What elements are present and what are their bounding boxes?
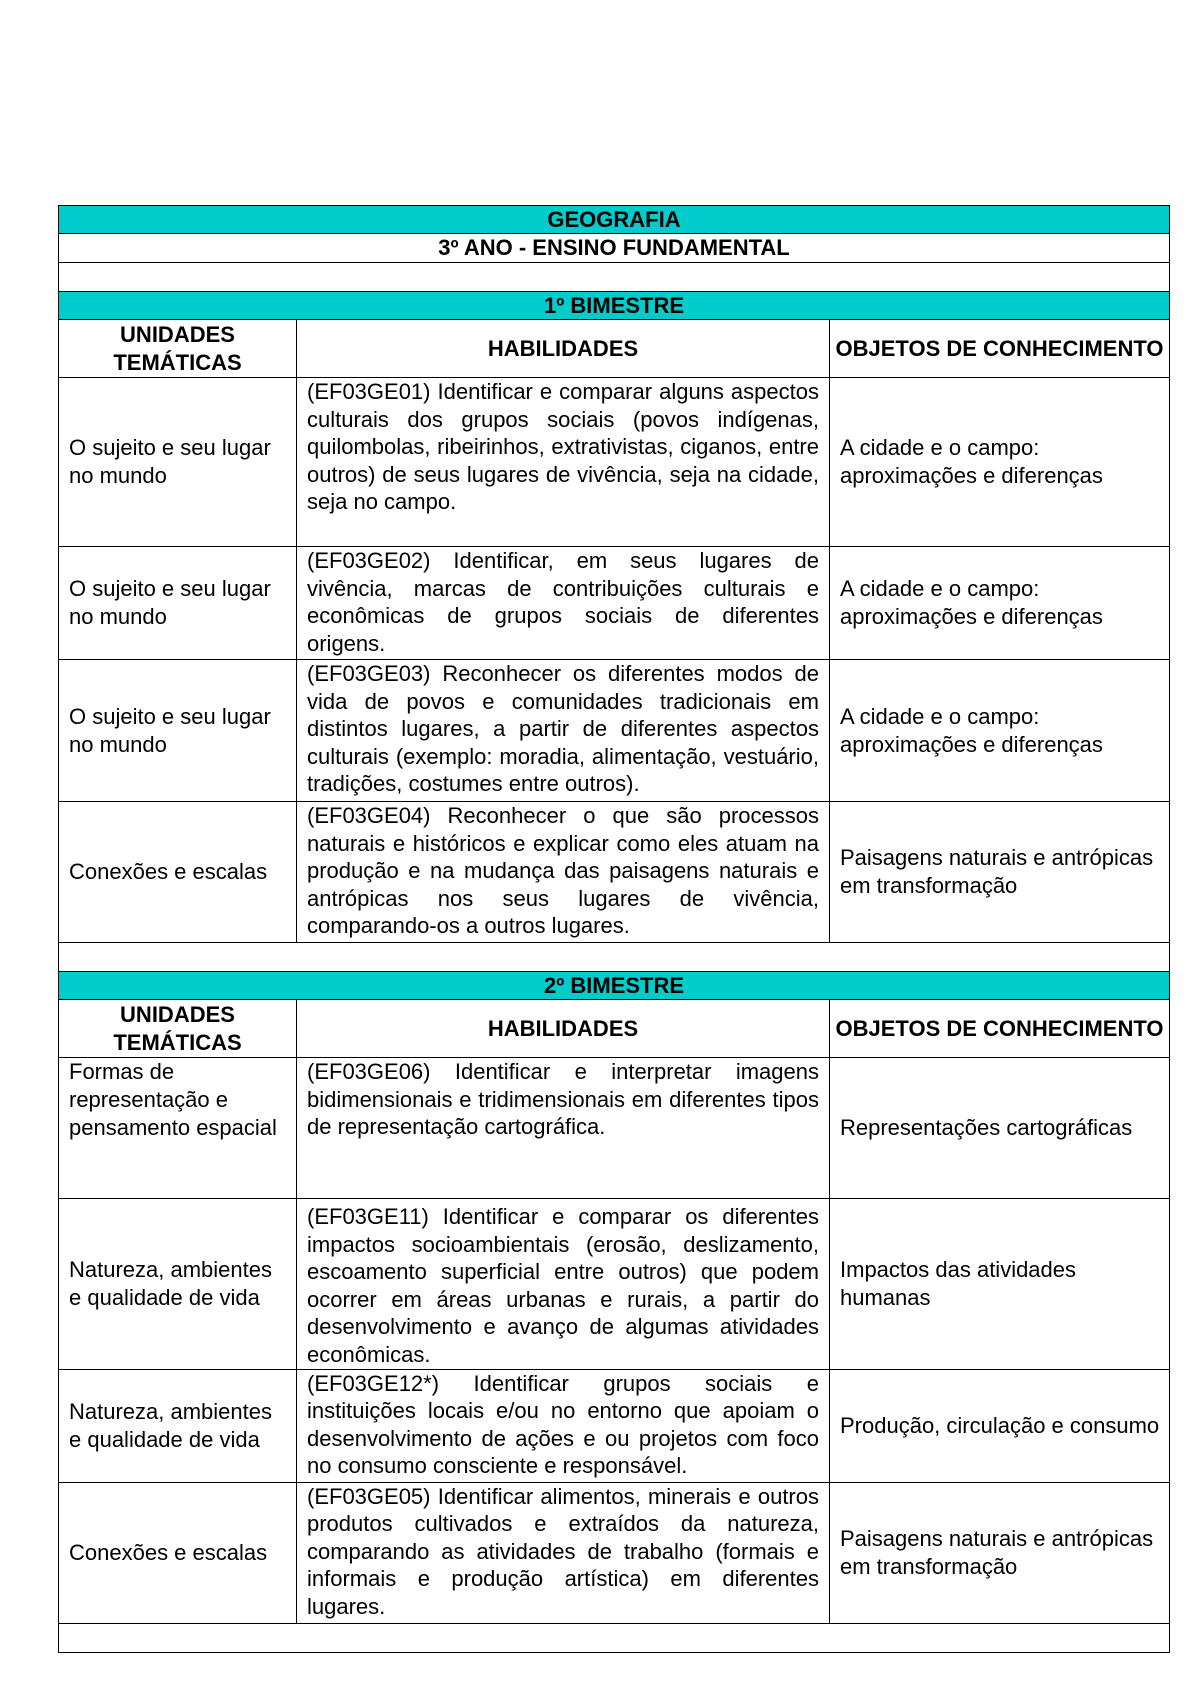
skill-cell: (EF03GE02) Identificar, em seus lugares de vivência, marcas de contribuições culturais e econômicas de grupos sociais de diferentes origens. [297, 547, 830, 660]
bimester-1-title: 1º BIMESTRE [59, 292, 1170, 320]
skill-cell: (EF03GE03) Reconhecer os diferentes modos de vida de povos e comunidades tradicionais em distintos lugares, a partir de diferentes aspectos culturais (exemplo: moradia, alimentação, vestuário, tradições, costumes entre outros). [297, 660, 830, 802]
object-cell: A cidade e o campo: aproximações e diferenças [830, 660, 1170, 802]
spacer-row [59, 943, 1170, 972]
object-cell: Impactos das atividades humanas [830, 1199, 1170, 1370]
object-cell: Paisagens naturais e antrópicas em transformação [830, 802, 1170, 943]
table-row [59, 547, 1170, 660]
table-row [59, 1369, 1170, 1482]
table-row [59, 1199, 1170, 1370]
unit-cell: O sujeito e seu lugar no mundo [59, 547, 297, 660]
unit-cell: O sujeito e seu lugar no mundo [59, 378, 297, 547]
table-row [59, 378, 1170, 547]
unit-cell: O sujeito e seu lugar no mundo [59, 660, 297, 802]
object-cell: Representações cartográficas [830, 1058, 1170, 1199]
skill-cell: (EF03GE05) Identificar alimentos, minerais e outros produtos cultivados e extraídos da natureza, comparando as atividades de trabalho (formais e informais e produção artística) em diferentes lugares. [297, 1482, 830, 1623]
column-header-units: UNIDADES TEMÁTICAS [59, 1000, 297, 1058]
spacer-row [59, 263, 1170, 292]
grade-title: 3º ANO - ENSINO FUNDAMENTAL [59, 234, 1170, 263]
column-header-skills: HABILIDADES [297, 320, 830, 378]
column-header-units: UNIDADES TEMÁTICAS [59, 320, 297, 378]
object-cell: Paisagens naturais e antrópicas em transformação [830, 1482, 1170, 1623]
object-cell: A cidade e o campo: aproximações e diferenças [830, 378, 1170, 547]
object-cell: Produção, circulação e consumo [830, 1369, 1170, 1482]
skill-cell: (EF03GE06) Identificar e interpretar imagens bidimensionais e tridimensionais em diferentes tipos de representação cartográfica. [297, 1058, 830, 1199]
unit-cell: Conexões e escalas [59, 1482, 297, 1623]
table-row [59, 802, 1170, 943]
table-row [59, 660, 1170, 802]
spacer-row [59, 1623, 1170, 1652]
skill-cell: (EF03GE11) Identificar e comparar os diferentes impactos socioambientais (erosão, deslizamento, escoamento superficial entre outros) que podem ocorrer em áreas urbanas e rurais, a partir do desenvolvimento e avanço de algumas atividades econômicas. [297, 1199, 830, 1370]
curriculum-document [58, 205, 1169, 1653]
subject-title: GEOGRAFIA [59, 206, 1170, 234]
column-header-objects: OBJETOS DE CONHECIMENTO [830, 320, 1170, 378]
table-row [59, 1482, 1170, 1623]
skill-cell: (EF03GE04) Reconhecer o que são processos naturais e históricos e explicar como eles atuam na produção e na mudança das paisagens naturais e antrópicas nos seus lugares de vivência, comparando-os a outros lugares. [297, 802, 830, 943]
unit-cell: Natureza, ambientes e qualidade de vida [59, 1369, 297, 1482]
table-row [59, 1058, 1170, 1199]
skill-cell: (EF03GE12*) Identificar grupos sociais e instituições locais e/ou no entorno que apoiam o desenvolvimento de ações e ou projetos com foco no consumo consciente e responsável. [297, 1369, 830, 1482]
unit-cell: Formas de representação e pensamento espacial [59, 1058, 297, 1199]
curriculum-table [58, 205, 1170, 1653]
bimester-2-title: 2º BIMESTRE [59, 972, 1170, 1000]
unit-cell: Natureza, ambientes e qualidade de vida [59, 1199, 297, 1370]
object-cell: A cidade e o campo: aproximações e diferenças [830, 547, 1170, 660]
column-header-skills: HABILIDADES [297, 1000, 830, 1058]
column-header-objects: OBJETOS DE CONHECIMENTO [830, 1000, 1170, 1058]
skill-cell: (EF03GE01) Identificar e comparar alguns aspectos culturais dos grupos sociais (povos indígenas, quilombolas, ribeirinhos, extrativistas, ciganos, entre outros) de seus lugares de vivência, seja na cidade, seja no campo. [297, 378, 830, 547]
unit-cell: Conexões e escalas [59, 802, 297, 943]
